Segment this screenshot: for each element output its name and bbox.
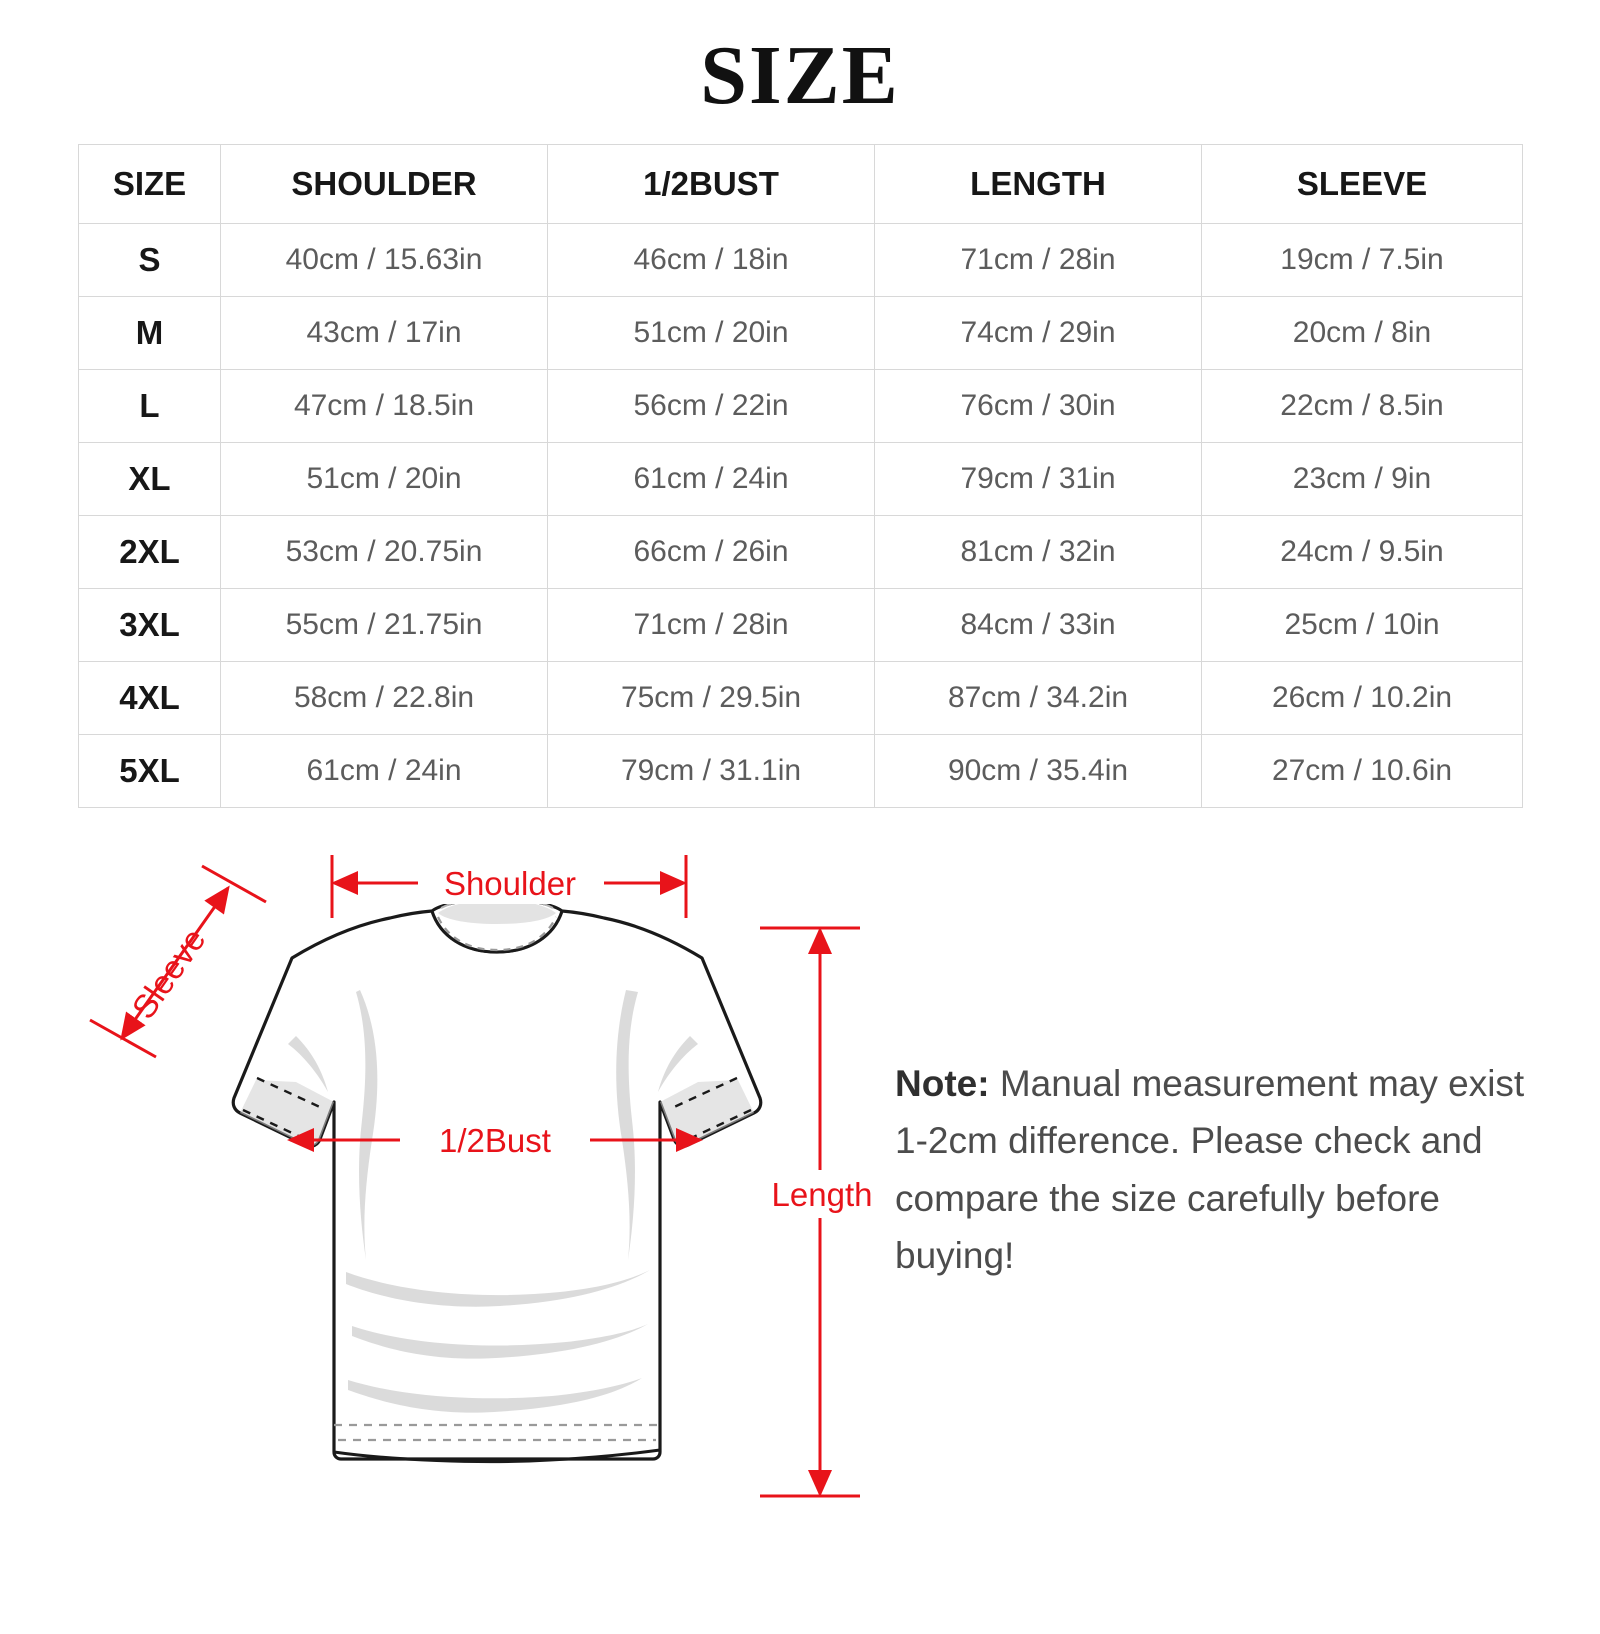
cell-sleeve: 23cm / 9in — [1202, 443, 1523, 516]
measurement-diagram-section — [0, 840, 1600, 1600]
tshirt-illustration — [233, 898, 761, 1462]
cell-sleeve: 26cm / 10.2in — [1202, 662, 1523, 735]
cell-shoulder: 61cm / 24in — [221, 735, 548, 808]
half-bust-label: 1/2Bust — [439, 1122, 551, 1159]
cell-length: 74cm / 29in — [875, 297, 1202, 370]
cell-shoulder: 40cm / 15.63in — [221, 224, 548, 297]
cell-shoulder: 43cm / 17in — [221, 297, 548, 370]
cell-size: S — [79, 224, 221, 297]
cell-bust: 46cm / 18in — [548, 224, 875, 297]
cell-shoulder: 51cm / 20in — [221, 443, 548, 516]
table-row — [79, 516, 1523, 589]
note-prefix: Note: — [895, 1063, 990, 1104]
cell-size: XL — [79, 443, 221, 516]
cell-bust: 71cm / 28in — [548, 589, 875, 662]
cell-shoulder: 58cm / 22.8in — [221, 662, 548, 735]
cell-bust: 66cm / 26in — [548, 516, 875, 589]
table-header-row — [79, 145, 1523, 224]
cell-shoulder: 53cm / 20.75in — [221, 516, 548, 589]
cell-length: 81cm / 32in — [875, 516, 1202, 589]
table-row — [79, 224, 1523, 297]
table-row — [79, 589, 1523, 662]
cell-length: 76cm / 30in — [875, 370, 1202, 443]
length-dimension-annotation — [760, 928, 884, 1496]
tshirt-measurement-diagram — [60, 840, 900, 1600]
cell-size: L — [79, 370, 221, 443]
cell-sleeve: 20cm / 8in — [1202, 297, 1523, 370]
cell-size: 2XL — [79, 516, 221, 589]
cell-bust: 75cm / 29.5in — [548, 662, 875, 735]
table-row — [79, 662, 1523, 735]
column-header-shoulder: SHOULDER — [221, 145, 548, 224]
measurement-note — [895, 1055, 1545, 1284]
size-chart-table — [78, 144, 1523, 808]
cell-length: 87cm / 34.2in — [875, 662, 1202, 735]
note-text: Manual measurement may exist 1-2cm difference. Please check and compare the size carefully before buying! — [895, 1063, 1525, 1277]
cell-bust: 79cm / 31.1in — [548, 735, 875, 808]
cell-bust: 51cm / 20in — [548, 297, 875, 370]
cell-size: 3XL — [79, 589, 221, 662]
table-row — [79, 443, 1523, 516]
cell-length: 84cm / 33in — [875, 589, 1202, 662]
column-header-length: LENGTH — [875, 145, 1202, 224]
cell-sleeve: 22cm / 8.5in — [1202, 370, 1523, 443]
cell-shoulder: 47cm / 18.5in — [221, 370, 548, 443]
cell-bust: 61cm / 24in — [548, 443, 875, 516]
cell-length: 71cm / 28in — [875, 224, 1202, 297]
cell-sleeve: 25cm / 10in — [1202, 589, 1523, 662]
cell-shoulder: 55cm / 21.75in — [221, 589, 548, 662]
sleeve-label: Sleeve — [124, 921, 213, 1026]
cell-size: 5XL — [79, 735, 221, 808]
table-row — [79, 735, 1523, 808]
table-row — [79, 370, 1523, 443]
table-row — [79, 297, 1523, 370]
cell-bust: 56cm / 22in — [548, 370, 875, 443]
sleeve-dimension-annotation — [90, 866, 266, 1057]
cell-length: 90cm / 35.4in — [875, 735, 1202, 808]
cell-sleeve: 24cm / 9.5in — [1202, 516, 1523, 589]
size-table-container — [78, 144, 1522, 808]
cell-size: M — [79, 297, 221, 370]
page-title: SIZE — [700, 29, 900, 122]
column-header-sleeve: SLEEVE — [1202, 145, 1523, 224]
length-label: Length — [771, 1176, 873, 1213]
cell-length: 79cm / 31in — [875, 443, 1202, 516]
cell-sleeve: 19cm / 7.5in — [1202, 224, 1523, 297]
column-header-size: SIZE — [79, 145, 221, 224]
cell-size: 4XL — [79, 662, 221, 735]
cell-sleeve: 27cm / 10.6in — [1202, 735, 1523, 808]
shoulder-label: Shoulder — [443, 865, 577, 902]
column-header-bust: 1/2BUST — [548, 145, 875, 224]
